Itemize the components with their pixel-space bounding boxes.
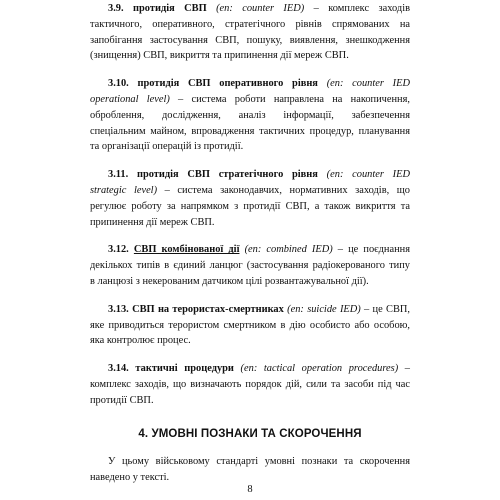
definition-text: декількох типів в єдиний ланцюг (застосування радіокерованого типу <box>90 260 410 272</box>
definition-english: (en: counter IED <box>326 78 410 90</box>
definition-first-line <box>90 242 410 258</box>
definition-number: 3.13. <box>108 303 129 315</box>
definition-text: – система законодавчих, нормативних заходів, що <box>157 184 410 196</box>
definition-first-line <box>90 1 410 17</box>
definition-first-line <box>90 76 410 92</box>
body-text: наведено у тексті. <box>90 472 170 484</box>
definition-english: (en: counter IED <box>326 169 410 181</box>
definition-first-line <box>90 302 410 318</box>
definition-number: 3.12. <box>108 244 129 256</box>
definition-3-10 <box>90 76 410 155</box>
definition-number: 3.14. <box>108 363 129 375</box>
definition-text: (знищення) СВП, викриття та припинення дії мереж СВП. <box>90 50 349 62</box>
definition-text: – це СВП, <box>360 303 410 315</box>
definition-number: 3.10. <box>108 78 129 90</box>
definition-term: протидія СВП <box>133 3 207 14</box>
definition-number: 3.9. <box>108 3 124 14</box>
definition-text: та організації операцій із протидії. <box>90 141 244 153</box>
definition-3-14 <box>90 361 410 408</box>
definition-text: – система роботи направлена на накопичення, <box>169 93 410 105</box>
definition-text: регулює роботу за напрямком з протидії СВП, а також викриття та <box>90 200 410 212</box>
definition-first-line <box>90 167 410 183</box>
section-heading: 4. УМОВНІ ПОЗНАКИ ТА СКОРОЧЕННЯ <box>138 427 362 440</box>
definition-text: запобігання застосування СВП, пошуку, виявлення, знешкодження <box>90 34 410 46</box>
definition-first-line <box>90 361 410 377</box>
definition-english: operational level) <box>90 93 170 105</box>
document-body <box>90 0 410 486</box>
definition-term: протидія СВП оперативного рівня <box>137 78 318 90</box>
definition-english: (en: combined IED) <box>244 244 333 256</box>
definition-3-12 <box>90 242 410 289</box>
definition-text: яка контролює процес. <box>90 335 191 347</box>
definition-term: СВП на терористах-смертниках <box>132 303 284 315</box>
definition-3-13 <box>90 302 410 349</box>
definition-text: протидії СВП. <box>90 394 154 406</box>
body-paragraph <box>90 454 410 486</box>
definition-english: (en: tactical operation procedures) <box>240 363 399 375</box>
definition-3-11 <box>90 167 410 230</box>
definition-english: (en: counter IED) <box>216 3 305 14</box>
definition-second-line <box>90 92 410 108</box>
definition-text: оброблення, дослідження, аналіз інформації, забезпечення <box>90 109 410 121</box>
page-number: 8 <box>247 484 253 495</box>
definition-term: СВП комбінованої дії <box>133 244 240 256</box>
definition-text: – комплекс заходів <box>304 3 410 14</box>
definition-text: – це поєднання <box>332 244 410 256</box>
definition-text: комплекс заходів, що визначають порядок дій, сили та засоби під час <box>90 378 410 390</box>
definition-english: (en: suicide IED) <box>287 303 361 315</box>
definition-text: – <box>398 363 410 375</box>
definition-number: 3.11. <box>108 169 129 181</box>
definition-term: тактичні процедури <box>135 363 234 375</box>
definition-text: яке приводиться терористом смертником в дію особисто або особою, <box>90 319 410 331</box>
definition-text: спеціальним майном, впровадження тактичних процедур, планування <box>90 125 410 137</box>
definition-english: strategic level) <box>90 184 158 196</box>
definition-text: припинення дії мереж СВП. <box>90 216 215 228</box>
body-text: У цьому військовому стандарті умовні познаки та скорочення <box>108 456 410 468</box>
definition-text: в ланцюзі з некерованим датчиком цілі розвантажувальної дії). <box>90 275 369 287</box>
definition-text: тактичного, оперативного, стратегічного рівнів спрямованих на <box>90 18 410 30</box>
definition-term: протидія СВП стратегічного рівня <box>136 169 318 181</box>
definition-3-9 <box>90 1 410 64</box>
definition-second-line <box>90 183 410 199</box>
